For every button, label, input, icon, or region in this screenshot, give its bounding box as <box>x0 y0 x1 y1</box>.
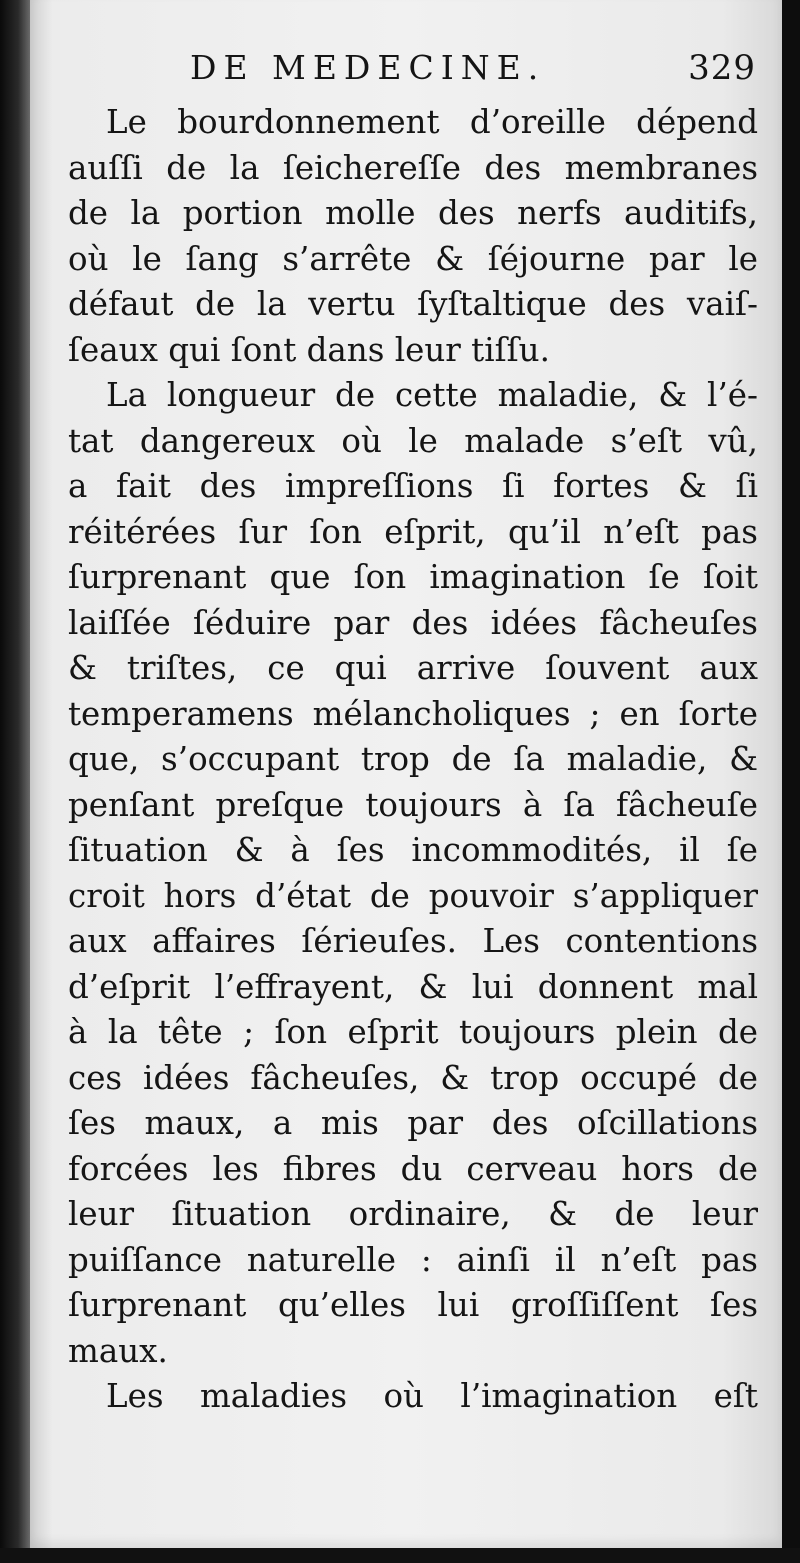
text-line: ſeaux qui ſont dans leur tiſſu. <box>68 330 550 369</box>
text-line: maux. <box>68 1331 168 1370</box>
text-line: Le bourdonnement d’oreille dépend <box>106 103 758 141</box>
page-number: 329 <box>688 48 756 88</box>
text-line: réitérées ſur ſon eſprit, qu’il n’eſt pas <box>68 512 758 551</box>
text-line: croit hors d’état de pouvoir s’appliquer <box>68 876 758 915</box>
text-line: leur ſituation ordinaire, & de leur <box>68 1195 758 1233</box>
text-line: puiſſance naturelle : ainſi il n’eſt pas <box>68 1240 758 1279</box>
binding-gutter <box>0 0 30 1563</box>
text-line: laiſſée ſéduire par des idées fâcheuſes <box>68 603 758 642</box>
text-line: a fait des impreſſions ſi fortes & ſi <box>68 467 758 505</box>
text-line: ſituation & à ſes incommodités, il ſe <box>68 831 758 869</box>
paragraph <box>68 373 758 1374</box>
text-line: auſſi de la ſeichereſſe des membranes <box>68 148 758 187</box>
text-line: La longueur de cette maladie, & l’é- <box>106 376 758 414</box>
text-line: & triſtes, ce qui arrive ſouvent aux <box>68 649 758 687</box>
text-line: ſurprenant qu’elles lui groſſiſſent ſes <box>68 1286 758 1324</box>
running-title: DE MEDECINE. <box>190 48 546 87</box>
text-line: penſant preſque toujours à ſa fâcheuſe <box>68 785 758 824</box>
text-line: tat dangereux où le malade s’eſt vû, <box>68 421 758 460</box>
text-line: ces idées fâcheuſes, & trop occupé de <box>68 1058 758 1097</box>
text-line: où le ſang s’arrête & ſéjourne par le <box>68 239 758 278</box>
text-line: défaut de la vertu ſyſtaltique des vaiſ- <box>68 285 758 323</box>
text-line: Les maladies où l’imagination eſt <box>106 1377 758 1415</box>
paragraph <box>68 1374 758 1420</box>
page-bottom-edge <box>0 1548 800 1563</box>
text-line: forcées les fibres du cerveau hors de <box>68 1149 758 1188</box>
text-line: de la portion molle des nerfs auditifs, <box>68 194 758 232</box>
text-line: à la tête ; ſon eſprit toujours plein de <box>68 1013 758 1051</box>
paragraph <box>68 100 758 373</box>
text-line: ſes maux, a mis par des oſcillations <box>68 1104 758 1142</box>
running-head <box>30 48 782 108</box>
text-line: temperamens mélancholiques ; en ſorte <box>68 694 758 733</box>
text-line: que, s’occupant trop de ſa maladie, & <box>68 740 758 778</box>
text-line: d’eſprit l’effrayent, & lui donnent mal <box>68 967 758 1006</box>
text-line: ſurprenant que ſon imagination ſe ſoit <box>68 558 758 596</box>
book-page <box>30 0 782 1548</box>
body-text <box>68 100 758 1420</box>
text-line: aux affaires ſérieuſes. Les contentions <box>68 922 758 960</box>
